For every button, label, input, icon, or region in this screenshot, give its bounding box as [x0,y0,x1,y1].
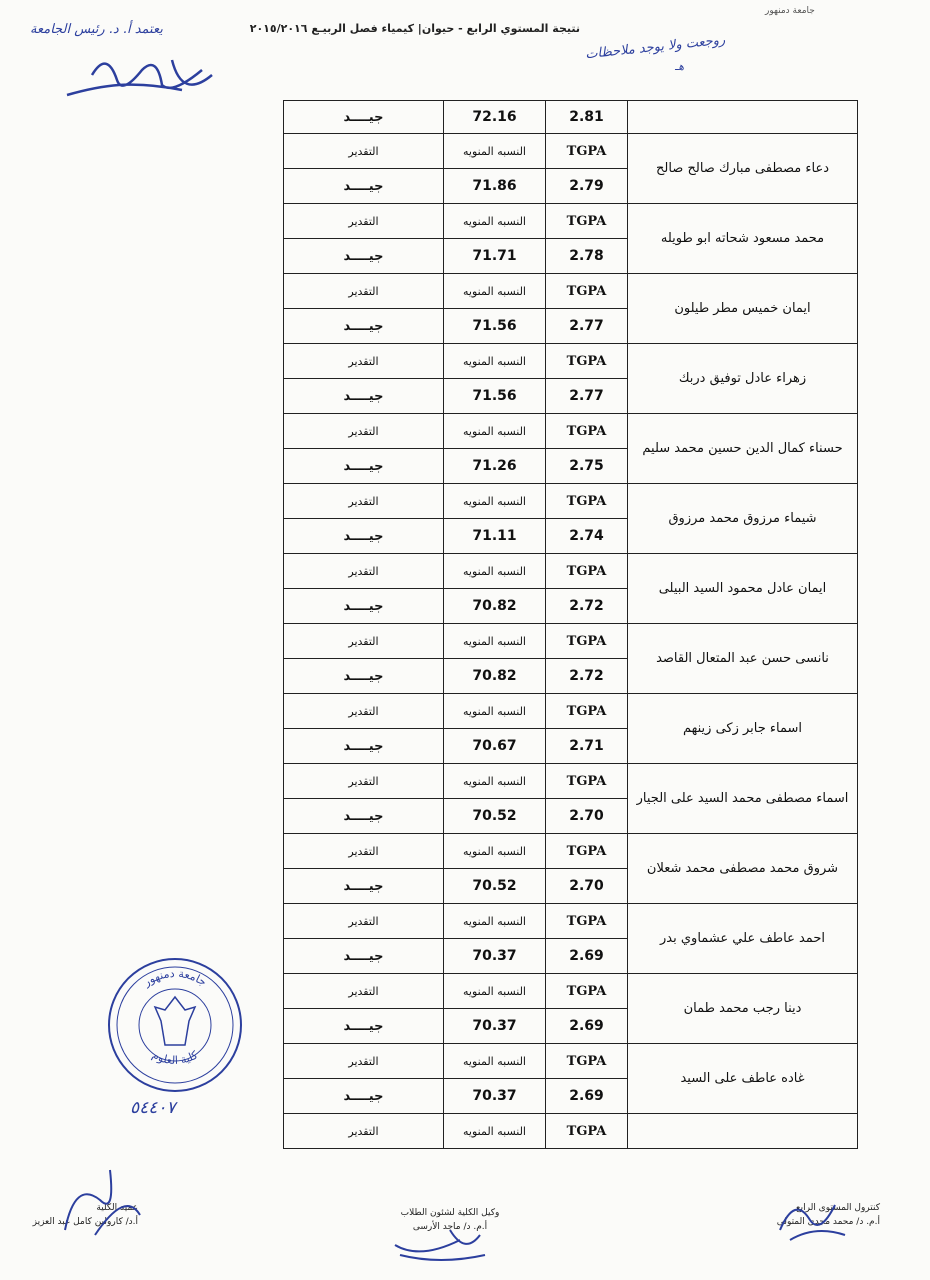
table-row [284,554,858,589]
table-row [284,974,858,1009]
gpa-label: TGPA [546,484,628,519]
percent-cell: 70.37 [444,1009,546,1044]
grade-label: التقدير [284,834,444,869]
table-row [284,484,858,519]
grade-label: التقدير [284,484,444,519]
svg-text:جامعة دمنهور [140,967,209,989]
student-name: شروق محمد مصطفى محمد شعلان [628,834,858,904]
grade-label: التقدير [284,344,444,379]
gpa-cell: 2.72 [546,659,628,694]
grade-cell: جيــــد [284,869,444,904]
student-name: اسماء جابر زكى زينهم [628,694,858,764]
footer-middle-title: وكيل الكلية لشئون الطلاب [400,1208,500,1218]
percent-cell: 71.11 [444,519,546,554]
table-row [284,1114,858,1149]
name-cell-empty [628,1114,858,1149]
table-row [284,204,858,239]
student-name: حسناء كمال الدين حسين محمد سليم [628,414,858,484]
grade-cell: جيــــد [284,379,444,414]
student-name: نانسى حسن عبد المتعال القاصد [628,624,858,694]
percent-label: النسبه المنويه [444,974,546,1009]
grade-cell: جيــــد [284,519,444,554]
gpa-label: TGPA [546,904,628,939]
grade-label: التقدير [284,764,444,799]
percent-label: النسبه المنويه [444,484,546,519]
results-body [284,101,858,1114]
top-signature [62,40,222,110]
grade-cell: جيــــد [284,1009,444,1044]
student-name: دعاء مصطفى مبارك صالح صالح [628,134,858,204]
grade-label: التقدير [284,974,444,1009]
gpa-label: TGPA [546,624,628,659]
gpa-label: TGPA [546,204,628,239]
percent-label: النسبه المنويه [444,554,546,589]
percent-label: النسبه المنويه [444,834,546,869]
student-name: ايمان عادل محمود السيد البيلى [628,554,858,624]
percent-cell: 71.26 [444,449,546,484]
gpa-cell: 2.74 [546,519,628,554]
student-name: شيماء مرزوق محمد مرزوق [628,484,858,554]
grade-label: التقدير [284,694,444,729]
student-name: زهراء عادل توفيق دربك [628,344,858,414]
grade-label: التقدير [284,554,444,589]
gpa-label: TGPA [546,974,628,1009]
percent-label: النسبه المنويه [444,764,546,799]
gpa-label: TGPA [546,134,628,169]
grade-cell: جيــــد [284,1079,444,1114]
gpa-cell: 2.69 [546,1079,628,1114]
percent-cell: 70.37 [444,1079,546,1114]
student-name: غاده عاطف على السيد [628,1044,858,1114]
results-table [283,100,858,1149]
handwritten-review-note: روجعت ولا يوجد ملاحظات [584,32,726,63]
name-cell-empty [628,101,858,134]
table-row [284,764,858,799]
table-row [284,134,858,169]
grade-cell: جيــــد [284,589,444,624]
percent-label: النسبه المنويه [444,624,546,659]
grade-cell: جيــــد [284,169,444,204]
percent-cell: 70.37 [444,939,546,974]
percent-cell: 70.52 [444,799,546,834]
grade-label: التقدير [284,274,444,309]
percent-cell: 70.67 [444,729,546,764]
percent-cell: 72.16 [444,101,546,134]
grade-cell: جيــــد [284,449,444,484]
table-row [284,414,858,449]
vice-dean-signature [390,1215,490,1265]
gpa-label: TGPA [546,554,628,589]
gpa-label: TGPA [546,764,628,799]
footer-middle-name: أ.م. د/ ماجد الأرسى [412,1222,488,1232]
grade-label: التقدير [284,414,444,449]
footer-right-title: كنترول المستوى الرابع [795,1203,880,1213]
gpa-label: TGPA [546,1114,628,1149]
gpa-label: TGPA [546,834,628,869]
table-row [284,834,858,869]
table-row [284,1044,858,1079]
percent-label: النسبه المنويه [444,414,546,449]
student-name: ايمان خميس مطر طيلون [628,274,858,344]
dean-signature [45,1160,155,1240]
footer-left-name: أ.د/ كارولين كامل عبد العزيز [32,1217,138,1227]
header-stamp: جامعة دمنهور [765,6,815,16]
percent-cell: 70.82 [444,589,546,624]
student-name: احمد عاطف علي عشماوي بدر [628,904,858,974]
percent-label: النسبه المنويه [444,134,546,169]
grade-cell: جيــــد [284,239,444,274]
grade-label: التقدير [284,624,444,659]
control-signature [770,1190,850,1245]
table-row [284,344,858,379]
percent-label: النسبه المنويه [444,344,546,379]
percent-label: النسبه المنويه [444,694,546,729]
grade-label: التقدير [284,1114,444,1149]
grade-cell: جيــــد [284,659,444,694]
grade-label: التقدير [284,134,444,169]
svg-text:كلية العلوم [150,1048,201,1067]
gpa-cell: 2.70 [546,799,628,834]
grade-cell: جيــــد [284,101,444,134]
gpa-label: TGPA [546,1044,628,1079]
gpa-cell: 2.78 [546,239,628,274]
handwritten-number: ٥٤٤٠٧ [130,1098,176,1118]
table-row [284,274,858,309]
percent-label: النسبه المنويه [444,204,546,239]
handwritten-approval-note: يعتمد أ. د. رئيس الجامعة [30,22,163,37]
gpa-cell: 2.70 [546,869,628,904]
percent-label: النسبه المنويه [444,1114,546,1149]
gpa-label: TGPA [546,274,628,309]
grade-cell: جيــــد [284,309,444,344]
seal-bottom-text: كلية العلوم [150,1048,200,1067]
gpa-cell: 2.81 [546,101,628,134]
student-name: محمد مسعود شحاته ابو طويله [628,204,858,274]
seal-top-text: جامعة دمنهور [140,966,209,989]
gpa-cell: 2.77 [546,309,628,344]
student-name: دينا رجب محمد طمان [628,974,858,1044]
gpa-cell: 2.75 [546,449,628,484]
table-row [284,904,858,939]
gpa-cell: 2.69 [546,1009,628,1044]
table-row [284,624,858,659]
gpa-label: TGPA [546,344,628,379]
grade-label: التقدير [284,204,444,239]
percent-cell: 71.56 [444,379,546,414]
gpa-cell: 2.71 [546,729,628,764]
university-seal [105,955,245,1095]
gpa-label: TGPA [546,414,628,449]
percent-label: النسبه المنويه [444,1044,546,1079]
percent-cell: 70.82 [444,659,546,694]
document-title: نتيجة المستوي الرابع - حيوان| كيمياء فصل الربيـع ٢٠١٥/٢٠١٦ [249,22,580,35]
percent-label: النسبه المنويه [444,904,546,939]
percent-cell: 70.52 [444,869,546,904]
footer-left-title: عميد الكلية [96,1203,138,1213]
percent-cell: 71.71 [444,239,546,274]
gpa-cell: 2.79 [546,169,628,204]
grade-cell: جيــــد [284,729,444,764]
percent-cell: 71.86 [444,169,546,204]
gpa-label: TGPA [546,694,628,729]
results-footer-row [284,1114,858,1149]
table-row [284,101,858,134]
percent-label: النسبه المنويه [444,274,546,309]
footer-right-name: أ.م. د/ محمد مجدى المتولى [776,1217,880,1227]
handwritten-initials: هـ [675,60,685,73]
gpa-cell: 2.72 [546,589,628,624]
grade-cell: جيــــد [284,799,444,834]
percent-cell: 71.56 [444,309,546,344]
gpa-cell: 2.69 [546,939,628,974]
table-row [284,694,858,729]
grade-cell: جيــــد [284,939,444,974]
gpa-cell: 2.77 [546,379,628,414]
student-name: اسماء مصطفى محمد السيد على الجيار [628,764,858,834]
grade-label: التقدير [284,1044,444,1079]
grade-label: التقدير [284,904,444,939]
